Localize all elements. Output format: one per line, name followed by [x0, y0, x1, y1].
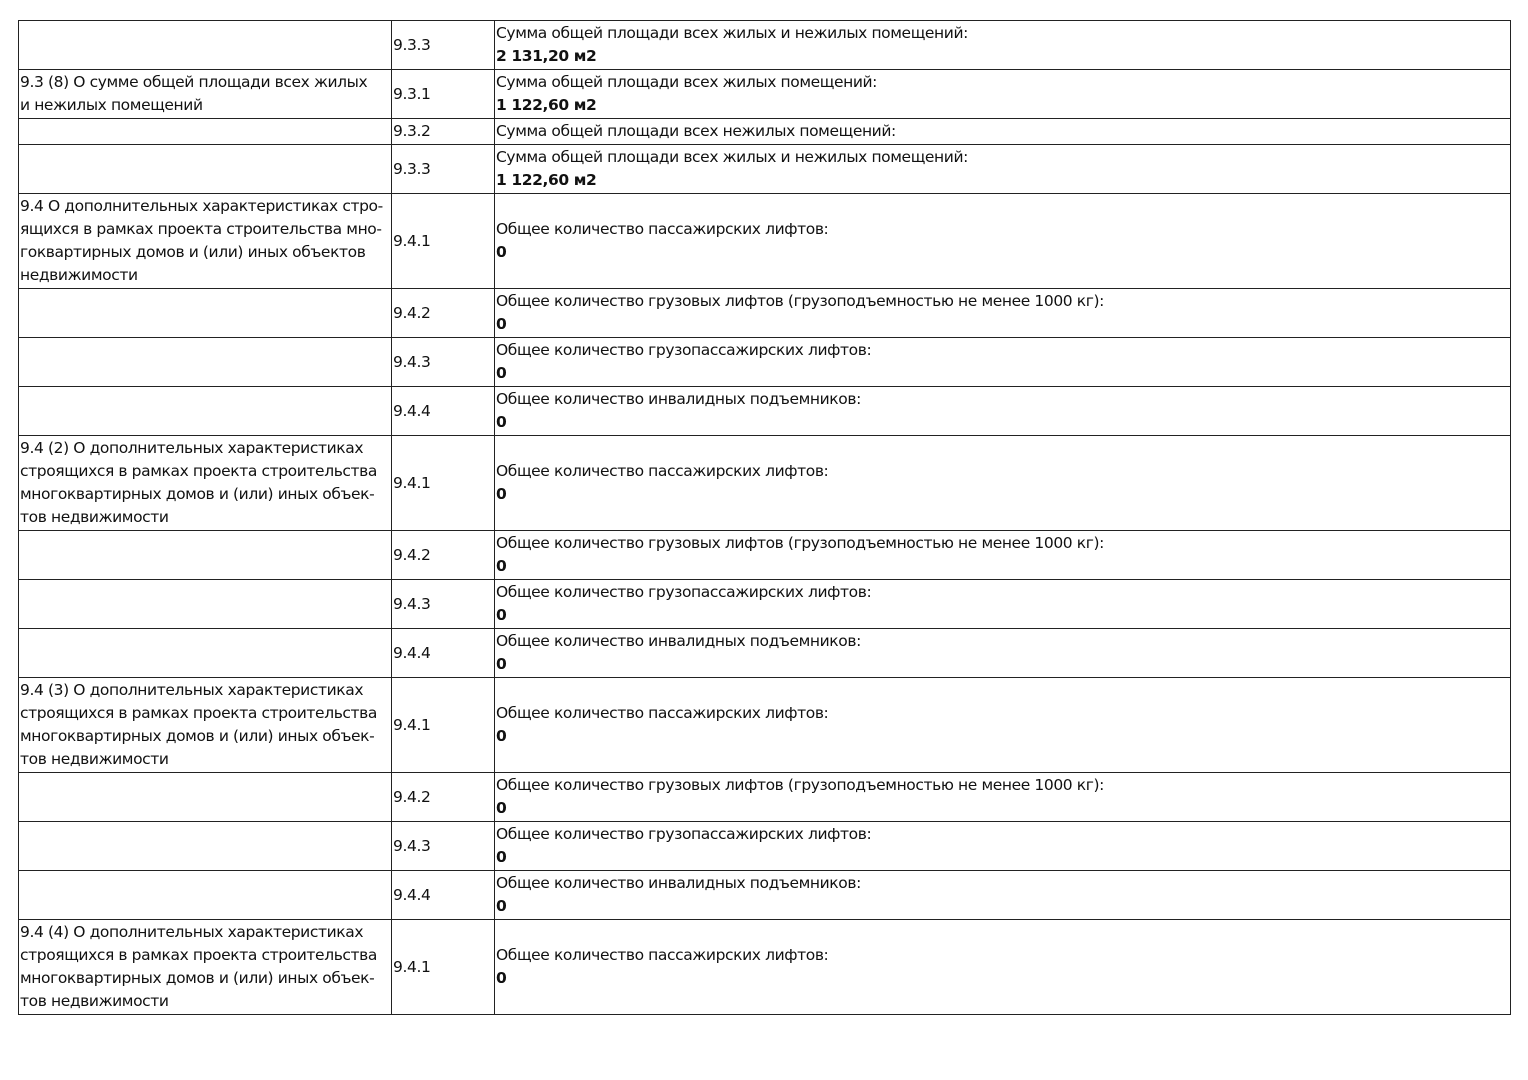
field-value: 0	[496, 243, 507, 261]
section-cell	[19, 531, 392, 580]
table-row	[19, 773, 1511, 822]
content-cell	[495, 871, 1511, 920]
field-label: Общее количество пассажирских лифтов:	[496, 704, 829, 722]
field-label: Общее количество грузовых лифтов (грузоподъемностью не менее 1000 кг):	[496, 292, 1104, 310]
content-cell	[495, 21, 1511, 70]
section-cell: 9.4 (3) О дополнительных характеристиках строящихся в рамках проекта строительства многоквартирных домов и (или) иных объек- тов недвижимости	[19, 678, 392, 773]
field-label: Сумма общей площади всех нежилых помещений:	[496, 122, 896, 140]
code-cell: 9.4.1	[392, 678, 495, 773]
field-value: 0	[496, 799, 507, 817]
table-row	[19, 387, 1511, 436]
table-row	[19, 822, 1511, 871]
field-label: Общее количество грузовых лифтов (грузоподъемностью не менее 1000 кг):	[496, 534, 1104, 552]
table-row	[19, 70, 1511, 119]
field-value: 1 122,60 м2	[496, 96, 597, 114]
code-cell: 9.4.1	[392, 920, 495, 1015]
field-label: Общее количество грузопассажирских лифтов:	[496, 583, 872, 601]
content-cell	[495, 119, 1511, 145]
field-value: 0	[496, 606, 507, 624]
table-row	[19, 436, 1511, 531]
code-cell: 9.4.3	[392, 580, 495, 629]
content-cell	[495, 387, 1511, 436]
section-cell: 9.4 О дополнительных характеристиках стро- ящихся в рамках проекта строительства мно- гоквартирных домов и (или) иных объектов недвижимости	[19, 194, 392, 289]
table-row	[19, 21, 1511, 70]
content-cell	[495, 70, 1511, 119]
field-label: Общее количество инвалидных подъемников:	[496, 874, 861, 892]
field-value: 0	[496, 897, 507, 915]
content-cell	[495, 194, 1511, 289]
code-cell: 9.4.1	[392, 436, 495, 531]
field-label: Сумма общей площади всех жилых и нежилых помещений:	[496, 148, 968, 166]
code-cell: 9.3.1	[392, 70, 495, 119]
content-cell	[495, 678, 1511, 773]
table-row	[19, 289, 1511, 338]
code-cell: 9.4.1	[392, 194, 495, 289]
content-cell	[495, 531, 1511, 580]
code-cell: 9.4.4	[392, 629, 495, 678]
field-label: Общее количество инвалидных подъемников:	[496, 390, 861, 408]
table-row	[19, 678, 1511, 773]
content-cell	[495, 773, 1511, 822]
field-value: 0	[496, 848, 507, 866]
field-value: 0	[496, 969, 507, 987]
content-cell	[495, 629, 1511, 678]
table-row	[19, 145, 1511, 194]
field-value: 0	[496, 655, 507, 673]
section-cell: 9.4 (2) О дополнительных характеристиках строящихся в рамках проекта строительства многоквартирных домов и (или) иных объек- тов недвижимости	[19, 436, 392, 531]
table-row	[19, 629, 1511, 678]
field-label: Общее количество пассажирских лифтов:	[496, 220, 829, 238]
section-cell	[19, 145, 392, 194]
table-row	[19, 194, 1511, 289]
field-value: 0	[496, 315, 507, 333]
table-body	[19, 21, 1511, 1015]
content-cell	[495, 920, 1511, 1015]
field-value: 0	[496, 557, 507, 575]
section-cell	[19, 289, 392, 338]
field-label: Общее количество пассажирских лифтов:	[496, 946, 829, 964]
code-cell: 9.4.4	[392, 871, 495, 920]
field-value: 2 131,20 м2	[496, 47, 597, 65]
content-cell	[495, 436, 1511, 531]
code-cell: 9.4.2	[392, 531, 495, 580]
field-value: 1 122,60 м2	[496, 171, 597, 189]
table-row	[19, 920, 1511, 1015]
section-cell	[19, 871, 392, 920]
section-cell: 9.3 (8) О сумме общей площади всех жилых и нежилых помещений	[19, 70, 392, 119]
field-label: Сумма общей площади всех жилых и нежилых помещений:	[496, 24, 968, 42]
section-cell	[19, 338, 392, 387]
table-row	[19, 338, 1511, 387]
code-cell: 9.3.3	[392, 145, 495, 194]
declaration-table	[18, 20, 1511, 1015]
section-cell	[19, 21, 392, 70]
code-cell: 9.3.3	[392, 21, 495, 70]
section-cell	[19, 629, 392, 678]
field-label: Общее количество грузопассажирских лифтов:	[496, 825, 872, 843]
field-label: Общее количество грузопассажирских лифтов:	[496, 341, 872, 359]
section-cell: 9.4 (4) О дополнительных характеристиках строящихся в рамках проекта строительства многоквартирных домов и (или) иных объек- тов недвижимости	[19, 920, 392, 1015]
section-cell	[19, 119, 392, 145]
code-cell: 9.4.3	[392, 822, 495, 871]
content-cell	[495, 289, 1511, 338]
content-cell	[495, 338, 1511, 387]
table-row	[19, 871, 1511, 920]
table-row	[19, 580, 1511, 629]
section-cell	[19, 773, 392, 822]
section-cell	[19, 387, 392, 436]
content-cell	[495, 822, 1511, 871]
content-cell	[495, 145, 1511, 194]
code-cell: 9.4.3	[392, 338, 495, 387]
field-value: 0	[496, 485, 507, 503]
field-value: 0	[496, 364, 507, 382]
field-label: Общее количество инвалидных подъемников:	[496, 632, 861, 650]
field-value: 0	[496, 413, 507, 431]
code-cell: 9.4.2	[392, 773, 495, 822]
field-label: Общее количество пассажирских лифтов:	[496, 462, 829, 480]
field-label: Общее количество грузовых лифтов (грузоподъемностью не менее 1000 кг):	[496, 776, 1104, 794]
code-cell: 9.4.2	[392, 289, 495, 338]
field-value: 0	[496, 727, 507, 745]
code-cell: 9.4.4	[392, 387, 495, 436]
code-cell: 9.3.2	[392, 119, 495, 145]
field-label: Сумма общей площади всех жилых помещений:	[496, 73, 877, 91]
table-row	[19, 119, 1511, 145]
section-cell	[19, 580, 392, 629]
section-cell	[19, 822, 392, 871]
table-row	[19, 531, 1511, 580]
content-cell	[495, 580, 1511, 629]
